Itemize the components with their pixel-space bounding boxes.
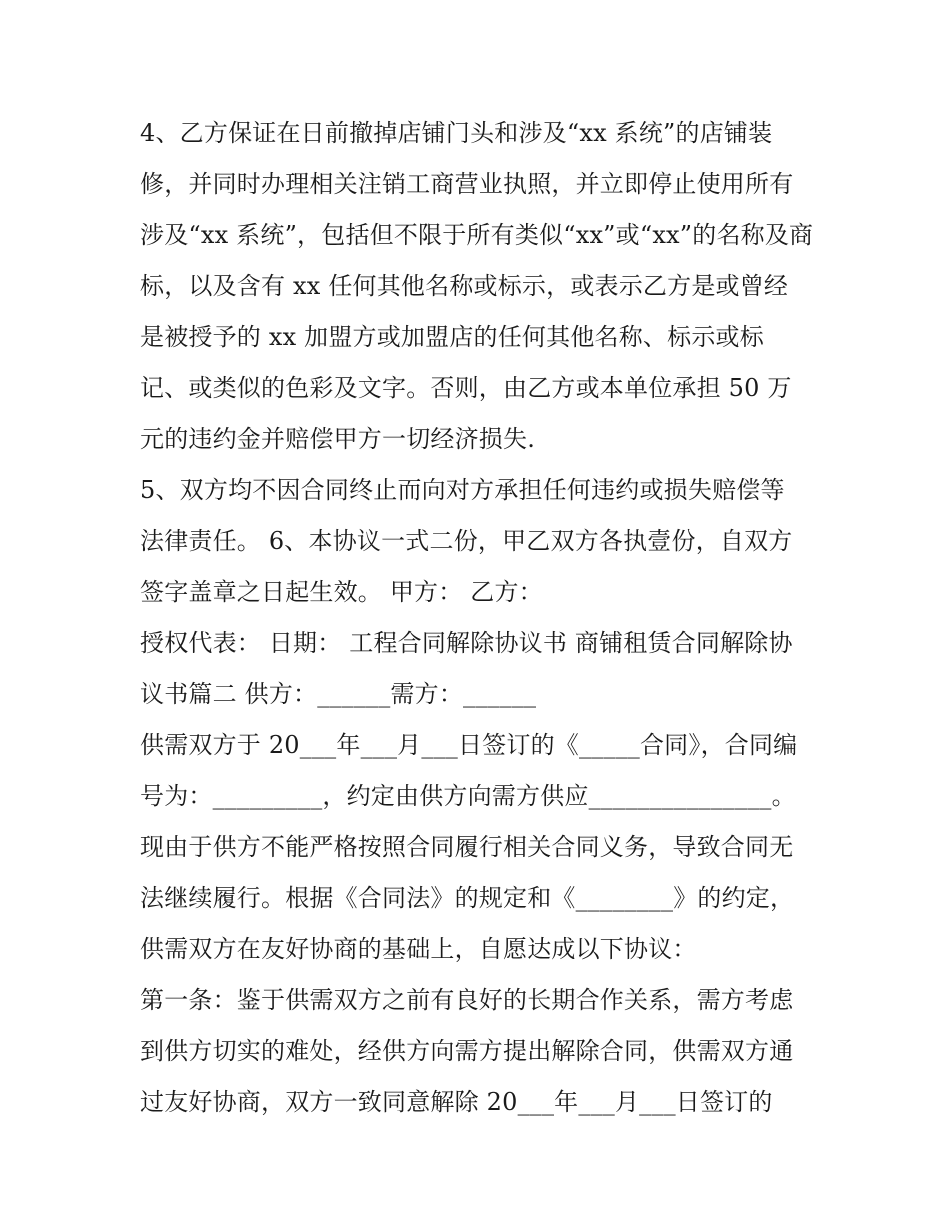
text-line: 4、乙方保证在日前撤掉店铺门头和涉及“xx 系统”的店铺装: [140, 119, 773, 147]
text-line: 号为：_________，约定由供方向需方供应_______________。: [140, 782, 796, 810]
text-line: 5、双方均不因合同终止而向对方承担任何违约或损失赔偿等: [140, 476, 785, 504]
text-line: 供需双方于 20___年___月___日签订的《_____合同》，合同编: [140, 731, 798, 759]
text-line: 法继续履行。根据《合同法》的规定和《________》的约定，: [140, 884, 795, 912]
text-line: 签字盖章之日起生效。 甲方： 乙方：: [140, 578, 543, 606]
text-line: 供需双方在友好协商的基础上，自愿达成以下协议：: [140, 935, 697, 963]
text-line: 到供方切实的难处，经供方向需方提出解除合同，供需双方通: [140, 1037, 794, 1065]
text-line: 第一条：鉴于供需双方之前有良好的长期合作关系，需方考虑: [140, 986, 794, 1014]
document-body: [140, 108, 830, 1128]
text-line: 是被授予的 xx 加盟方或加盟店的任何其他名称、标示或标: [140, 323, 764, 351]
text-line: 授权代表： 日期： 工程合同解除协议书 商铺租赁合同解除协: [140, 629, 793, 657]
text-line: 记、或类似的色彩及文字。否则，由乙方或本单位承担 50 万: [140, 374, 792, 402]
text-line: 议书篇二 供方：______需方：______: [140, 680, 537, 708]
text-line: 法律责任。 6、本协议一式二份，甲乙双方各执壹份，自双方: [140, 527, 793, 555]
text-line: 元的违约金并赔偿甲方一切经济损失.: [140, 425, 536, 453]
text-line: 过友好协商，双方一致同意解除 20___年___月___日签订的: [140, 1088, 773, 1116]
text-line: 现由于供方不能严格按照合同履行相关合同义务，导致合同无: [140, 833, 794, 861]
text-line: 修，并同时办理相关注销工商营业执照，并立即停止使用所有: [140, 170, 794, 198]
text-line: 标，以及含有 xx 任何其他名称或标示，或表示乙方是或曾经: [140, 272, 789, 300]
text-line: 涉及“xx 系统”，包括但不限于所有类似“xx”或“xx”的名称及商: [140, 221, 814, 249]
